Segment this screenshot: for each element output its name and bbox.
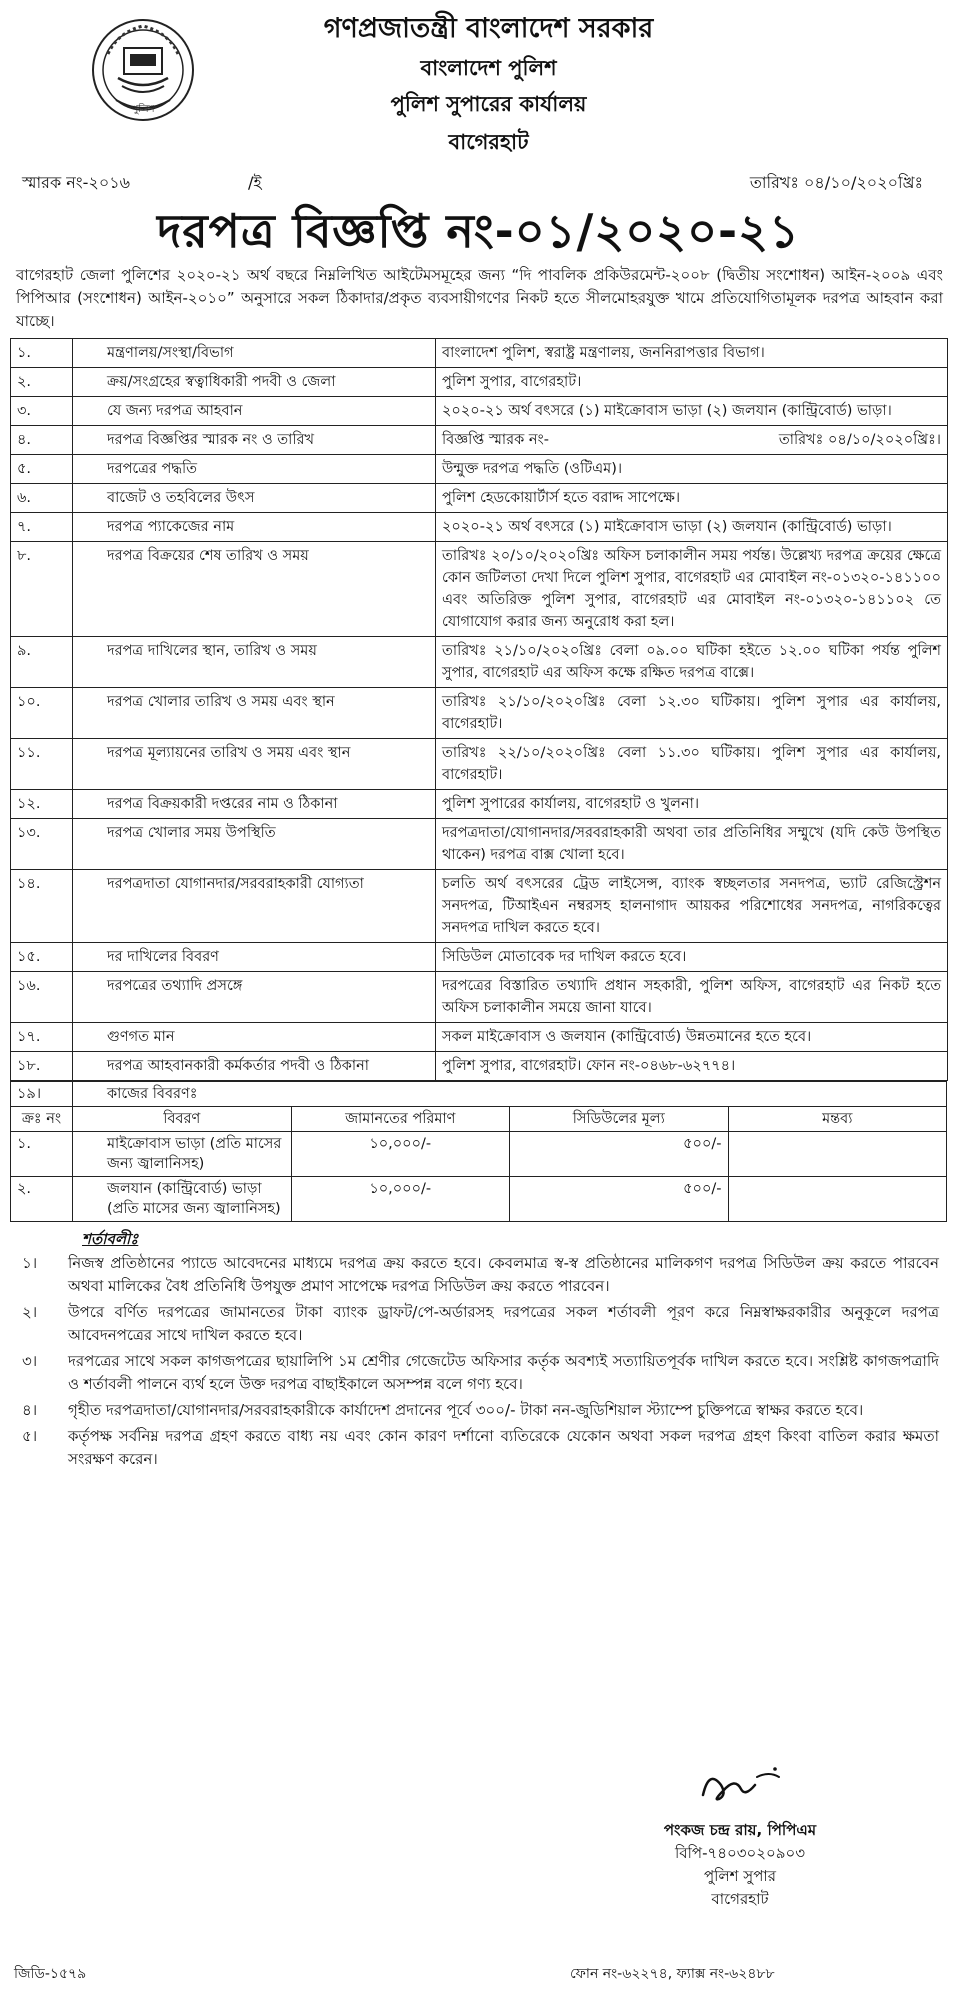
info-row-label: দরপত্র মূল্যায়নের তারিখ ও সময় এবং স্থান (73, 739, 436, 790)
info-row-number: ৫. (11, 455, 73, 484)
info-row-value: বাংলাদেশ পুলিশ, স্বরাষ্ট্র মন্ত্রণালয়, জননিরাপত্তার বিভাগ। (436, 339, 948, 368)
info-row-value: উন্মুক্ত দরপত্র পদ্ধতি (ওটিএম)। (436, 455, 948, 484)
work-row-description: মাইক্রোবাস ভাড়া (প্রতি মাসের জন্য জ্বালানিসহ) (73, 1132, 292, 1177)
terms-section (10, 1228, 947, 1471)
info-row-number: ১৭. (11, 1023, 73, 1052)
info-row-value: তারিখঃ ২২/১০/২০২০খ্রিঃ বেলা ১১.৩০ ঘটিকায়। পুলিশ সুপার এর কার্যালয়, বাগেরহাট। (436, 739, 948, 790)
terms-heading: শর্তাবলীঃ (82, 1230, 139, 1248)
term-number: ২। (22, 1303, 38, 1321)
info-row-number: ৭. (11, 513, 73, 542)
info-row-label: দরপত্রের পদ্ধতি (73, 455, 436, 484)
emblem-text: পুলিশ (131, 104, 155, 115)
info-row-value: দরপত্রদাতা/যোগানদার/সরবরাহকারী অথবা তার প্রতিনিধির সম্মুখে (যদি কেউ উপস্থিত থাকেন) দরপত্র বাক্স খোলা হবে। (436, 819, 948, 870)
term-text: দরপত্রের সাথে সকল কাগজপত্রের ছায়ালিপি ১ম শ্রেণীর গেজেটেড অফিসার কর্তৃক অবশ্যই সত্যায়িতপূর্বক দাখিল করতে হবে। সংশ্লিষ্ট কাগজপত্রাদি ও শর্তাবলী পালনে ব্যর্থ হলে উক্ত দরপত্র বাছাইকালে অসম্পন্ন বলে গণ্য হবে। (68, 1352, 939, 1393)
info-row (11, 819, 948, 870)
info-row (11, 790, 948, 819)
term-text: কর্তৃপক্ষ সর্বনিম্ন দরপত্র গ্রহণ করতে বাধ্য নয় এবং কোন কারণ দর্শানো ব্যতিরেকে যেকোন অথবা সকল দরপত্র গ্রহণ কিংবা বাতিল করার ক্ষমতা সংরক্ষণ করেন। (68, 1427, 939, 1468)
memo-number: স্মারক নং-২০১৬ (22, 173, 131, 192)
info-row-value: তারিখঃ ২১/১০/২০২০খ্রিঃ বেলা ১২.৩০ ঘটিকায়। পুলিশ সুপার এর কার্যালয়, বাগেরহাট। (436, 688, 948, 739)
info-row-number: ১৩. (11, 819, 73, 870)
signatory-bp: বিপি-৭৪০৩০২০৯০৩ (674, 1844, 805, 1862)
term-text: উপরে বর্ণিত দরপত্রের জামানতের টাকা ব্যাংক ড্রাফট/পে-অর্ডারসহ দরপত্রের সকল শর্তাবলী পূরণ করে নিম্নস্বাক্ষরকারীর অনুকূলে দরপত্র আবেদনপত্রের সাথে দাখিল করতে হবে। (68, 1303, 939, 1344)
work-row-fee: ৫০০/- (510, 1132, 729, 1177)
work-section-row (11, 1082, 947, 1107)
info-row-number: ৬. (11, 484, 73, 513)
work-row-deposit: ১০,০০০/- (291, 1177, 510, 1222)
info-row (11, 637, 948, 688)
info-row-number: ১৫. (11, 943, 73, 972)
work-header-deposit: জামানতের পরিমাণ (291, 1107, 510, 1132)
info-row (11, 339, 948, 368)
work-section-label: কাজের বিবরণঃ (73, 1082, 947, 1107)
work-header-serial: ক্রঃ নং (11, 1107, 73, 1132)
work-row-fee: ৫০০/- (510, 1177, 729, 1222)
info-row-number: ৩. (11, 397, 73, 426)
term-number: ৩। (22, 1352, 38, 1370)
info-row-value: পুলিশ সুপার, বাগেরহাট। ফোন নং-০৪৬৮-৬২৭৭৪। (436, 1052, 948, 1081)
info-row-label: দর দাখিলের বিবরণ (73, 943, 436, 972)
info-row-number: ৪. (11, 426, 73, 455)
notice-title: দরপত্র বিজ্ঞপ্তি নং-০১/২০২০-২১ (157, 204, 800, 258)
term-item (10, 1399, 947, 1422)
memo-date: তারিখঃ ০৪/১০/২০২০খ্রিঃ (749, 173, 923, 192)
work-section-number: ১৯। (11, 1082, 73, 1107)
work-header-row (11, 1107, 947, 1132)
work-details-table (10, 1081, 947, 1222)
info-row-value: দরপত্রের বিস্তারিত তথ্যাদি প্রধান সহকারী, পুলিশ অফিস, বাগেরহাট এর নিকট হতে অফিস চলাকালীন সময়ে জানা যাবে। (436, 972, 948, 1023)
info-row-number: ৯. (11, 637, 73, 688)
info-row-value: সিডিউল মোতাবেক দর দাখিল করতে হবে। (436, 943, 948, 972)
info-row-value: পুলিশ হেডকোয়ার্টার্স হতে বরাদ্দ সাপেক্ষে। (436, 484, 948, 513)
info-row (11, 426, 948, 455)
info-row-value: ২০২০-২১ অর্থ বৎসরে (১) মাইক্রোবাস ভাড়া (২) জলযান (কান্ট্রিবোর্ড) ভাড়া। (436, 513, 948, 542)
work-row-number: ২. (11, 1177, 73, 1222)
info-row-value: তারিখঃ ২১/১০/২০২০খ্রিঃ বেলা ০৯.০০ ঘটিকা হইতে ১২.০০ ঘটিকা পর্যন্ত পুলিশ সুপার, বাগেরহাট এর অফিস কক্ষে রক্ষিত দরপত্র বাক্সে। (436, 637, 948, 688)
term-item (10, 1252, 947, 1298)
signature-block (560, 1755, 920, 1911)
info-row (11, 542, 948, 637)
info-row-value: ২০২০-২১ অর্থ বৎসরে (১) মাইক্রোবাস ভাড়া (২) জলযান (কান্ট্রিবোর্ড) ভাড়া। (436, 397, 948, 426)
info-row (11, 943, 948, 972)
info-row-label: দরপত্র বিক্রয়ের শেষ তারিখ ও সময় (73, 542, 436, 637)
info-row-label: ক্রয়/সংগ্রহের স্বত্বাধিকারী পদবী ও জেলা (73, 368, 436, 397)
work-row-description: জলযান (কান্ট্রিবোর্ড) ভাড়া (প্রতি মাসের জন্য জ্বালানিসহ) (73, 1177, 292, 1222)
info-row-number: ১৬. (11, 972, 73, 1023)
work-row-remark (728, 1132, 947, 1177)
info-row-number: ১৮. (11, 1052, 73, 1081)
work-row-deposit: ১০,০০০/- (291, 1132, 510, 1177)
info-row (11, 397, 948, 426)
info-row (11, 368, 948, 397)
work-row (11, 1177, 947, 1222)
info-row-label: দরপত্র প্যাকেজের নাম (73, 513, 436, 542)
district-name: বাগেরহাট (448, 130, 529, 154)
info-row-value: পুলিশ সুপার, বাগেরহাট। (436, 368, 948, 397)
signature-mark (685, 1755, 795, 1815)
info-row-number: ১৪. (11, 870, 73, 943)
info-row-value: তারিখঃ ২০/১০/২০২০খ্রিঃ অফিস চলাকালীন সময় পর্যন্ত। উল্লেখ্য দরপত্র ক্রয়ের ক্ষেত্রে কোন জটিলতা দেখা দিলে পুলিশ সুপার, বাগেরহাট এর মোবাইল নং-০১৩২০-১৪১১০০ এবং অতিরিক্ত পুলিশ সুপার, বাগেরহাট এর মোবাইল নং-০১৩২০-১৪১১০২ তে যোগাযোগ করার জন্য অনুরোধ করা হল। (436, 542, 948, 637)
tender-info-table (10, 338, 948, 1081)
info-row-label: দরপত্রদাতা যোগানদার/সরবরাহকারী যোগ্যতা (73, 870, 436, 943)
info-row-number: ১২. (11, 790, 73, 819)
memo-suffix: /ই (248, 173, 262, 192)
info-row-number: ৮. (11, 542, 73, 637)
intro-paragraph: বাগেরহাট জেলা পুলিশের ২০২০-২১ অর্থ বছরে নিম্নলিখিত আইটেমসমূহের জন্য “দি পাবলিক প্রকিউরমেন্ট-২০০৮ (দ্বিতীয় সংশোধন) আইন-২০০৯ এবং পিপিআর (সংশোধন) আইন-২০১০” অনুসারে সকল ঠিকাদার/প্রকৃত ব্যবসায়ীগণের নিকট হতে সীলমোহরযুক্ত খামে প্রতিযোগিতামূলক দরপত্র আহবান করা যাচ্ছে। (16, 266, 943, 330)
term-item (10, 1301, 947, 1347)
term-number: ৪। (22, 1401, 38, 1419)
info-row-number: ১১. (11, 739, 73, 790)
work-header-description: বিবরণ (73, 1107, 292, 1132)
term-item (10, 1425, 947, 1471)
info-row (11, 688, 948, 739)
government-name: গণপ্রজাতন্ত্রী বাংলাদেশ সরকার (323, 13, 654, 44)
office-name: পুলিশ সুপারের কার্যালয় (390, 92, 587, 116)
info-row-memo-date: তারিখঃ ০৪/১০/২০২০খ্রিঃ। (778, 432, 941, 448)
info-row-label: মন্ত্রণালয়/সংস্থা/বিভাগ (73, 339, 436, 368)
info-row-value: সকল মাইক্রোবাস ও জলযান (কান্ট্রিবোর্ড) উন্নতমানের হতে হবে। (436, 1023, 948, 1052)
term-text: গৃহীত দরপত্রদাতা/যোগানদার/সরবরাহকারীকে কার্যাদেশ প্রদানের পূর্বে ৩০০/- টাকা নন-জুডিশিয়াল স্ট্যাম্পে চুক্তিপত্রে স্বাক্ষর করতে হবে। (68, 1401, 864, 1419)
info-row (11, 1052, 948, 1081)
info-row-label: বাজেট ও তহবিলের উৎস (73, 484, 436, 513)
info-row-number: ২. (11, 368, 73, 397)
info-row-label: যে জন্য দরপত্র আহবান (73, 397, 436, 426)
work-row-number: ১. (11, 1132, 73, 1177)
info-row-label: দরপত্র খোলার সময় উপস্থিতি (73, 819, 436, 870)
info-row (11, 484, 948, 513)
term-item (10, 1350, 947, 1396)
info-row-label: দরপত্র আহবানকারী কর্মকর্তার পদবী ও ঠিকানা (73, 1052, 436, 1081)
signatory-district: বাগেরহাট (711, 1890, 769, 1908)
department-name: বাংলাদেশ পুলিশ (420, 56, 557, 80)
term-text: নিজস্ব প্রতিষ্ঠানের প্যাডে আবেদনের মাধ্যমে দরপত্র ক্রয় করতে হবে। কেবলমাত্র স্ব-স্ব প্রতিষ্ঠানের মালিকগণ দরপত্র সিডিউল ক্রয় করতে পারবেন অথবা মালিকের বৈধ প্রতিনিধি উপযুক্ত প্রমাণ সাপেক্ষে দরপত্র সিডিউল ক্রয় করতে পারবেন। (68, 1254, 939, 1295)
info-row (11, 455, 948, 484)
info-row-number: ১. (11, 339, 73, 368)
info-row-label: দরপত্র দাখিলের স্থান, তারিখ ও সময় (73, 637, 436, 688)
signatory-designation: পুলিশ সুপার (704, 1867, 776, 1885)
signatory-name: পংকজ চন্দ্র রায়, পিপিএম (663, 1821, 817, 1839)
work-row-remark (728, 1177, 947, 1222)
info-row (11, 870, 948, 943)
info-row-memo-ref: বিজ্ঞপ্তি স্মারক নং- (442, 432, 549, 448)
term-number: ১। (22, 1254, 38, 1272)
info-row-label: গুণগত মান (73, 1023, 436, 1052)
info-row-value (436, 426, 948, 455)
info-row-number: ১০. (11, 688, 73, 739)
info-row (11, 739, 948, 790)
info-row-label: দরপত্র বিক্রয়কারী দপ্তরের নাম ও ঠিকানা (73, 790, 436, 819)
gd-number: জিডি-১৫৭৯ (14, 1966, 87, 1982)
work-header-fee: সিডিউলের মূল্য (510, 1107, 729, 1132)
info-row-label: দরপত্র খোলার তারিখ ও সময় এবং স্থান (73, 688, 436, 739)
info-row (11, 1023, 948, 1052)
work-header-remarks: মন্তব্য (728, 1107, 947, 1132)
work-row (11, 1132, 947, 1177)
info-row-value: চলতি অর্থ বৎসরের ট্রেড লাইসেন্স, ব্যাংক স্বচ্ছলতার সনদপত্র, ভ্যাট রেজিস্ট্রেশন সনদপত্র, টিআইএন নম্বরসহ হালনাগাদ আয়কর পরিশোধের সনদপত্র, নাগরিকত্বের সনদপত্র দাখিল করতে হবে। (436, 870, 948, 943)
info-row-label: দরপত্র বিজ্ঞপ্তির স্মারক নং ও তারিখ (73, 426, 436, 455)
info-row (11, 513, 948, 542)
term-number: ৫। (22, 1427, 38, 1445)
info-row-label: দরপত্রের তথ্যাদি প্রসঙ্গে (73, 972, 436, 1023)
contact-numbers: ফোন নং-৬২২৭৪, ফ্যাক্স নং-৬২৪৮৮ (570, 1966, 775, 1982)
info-row (11, 972, 948, 1023)
info-row-value: পুলিশ সুপারের কার্যালয়, বাগেরহাট ও খুলনা। (436, 790, 948, 819)
memo-row (10, 162, 947, 200)
letterhead (10, 0, 947, 162)
